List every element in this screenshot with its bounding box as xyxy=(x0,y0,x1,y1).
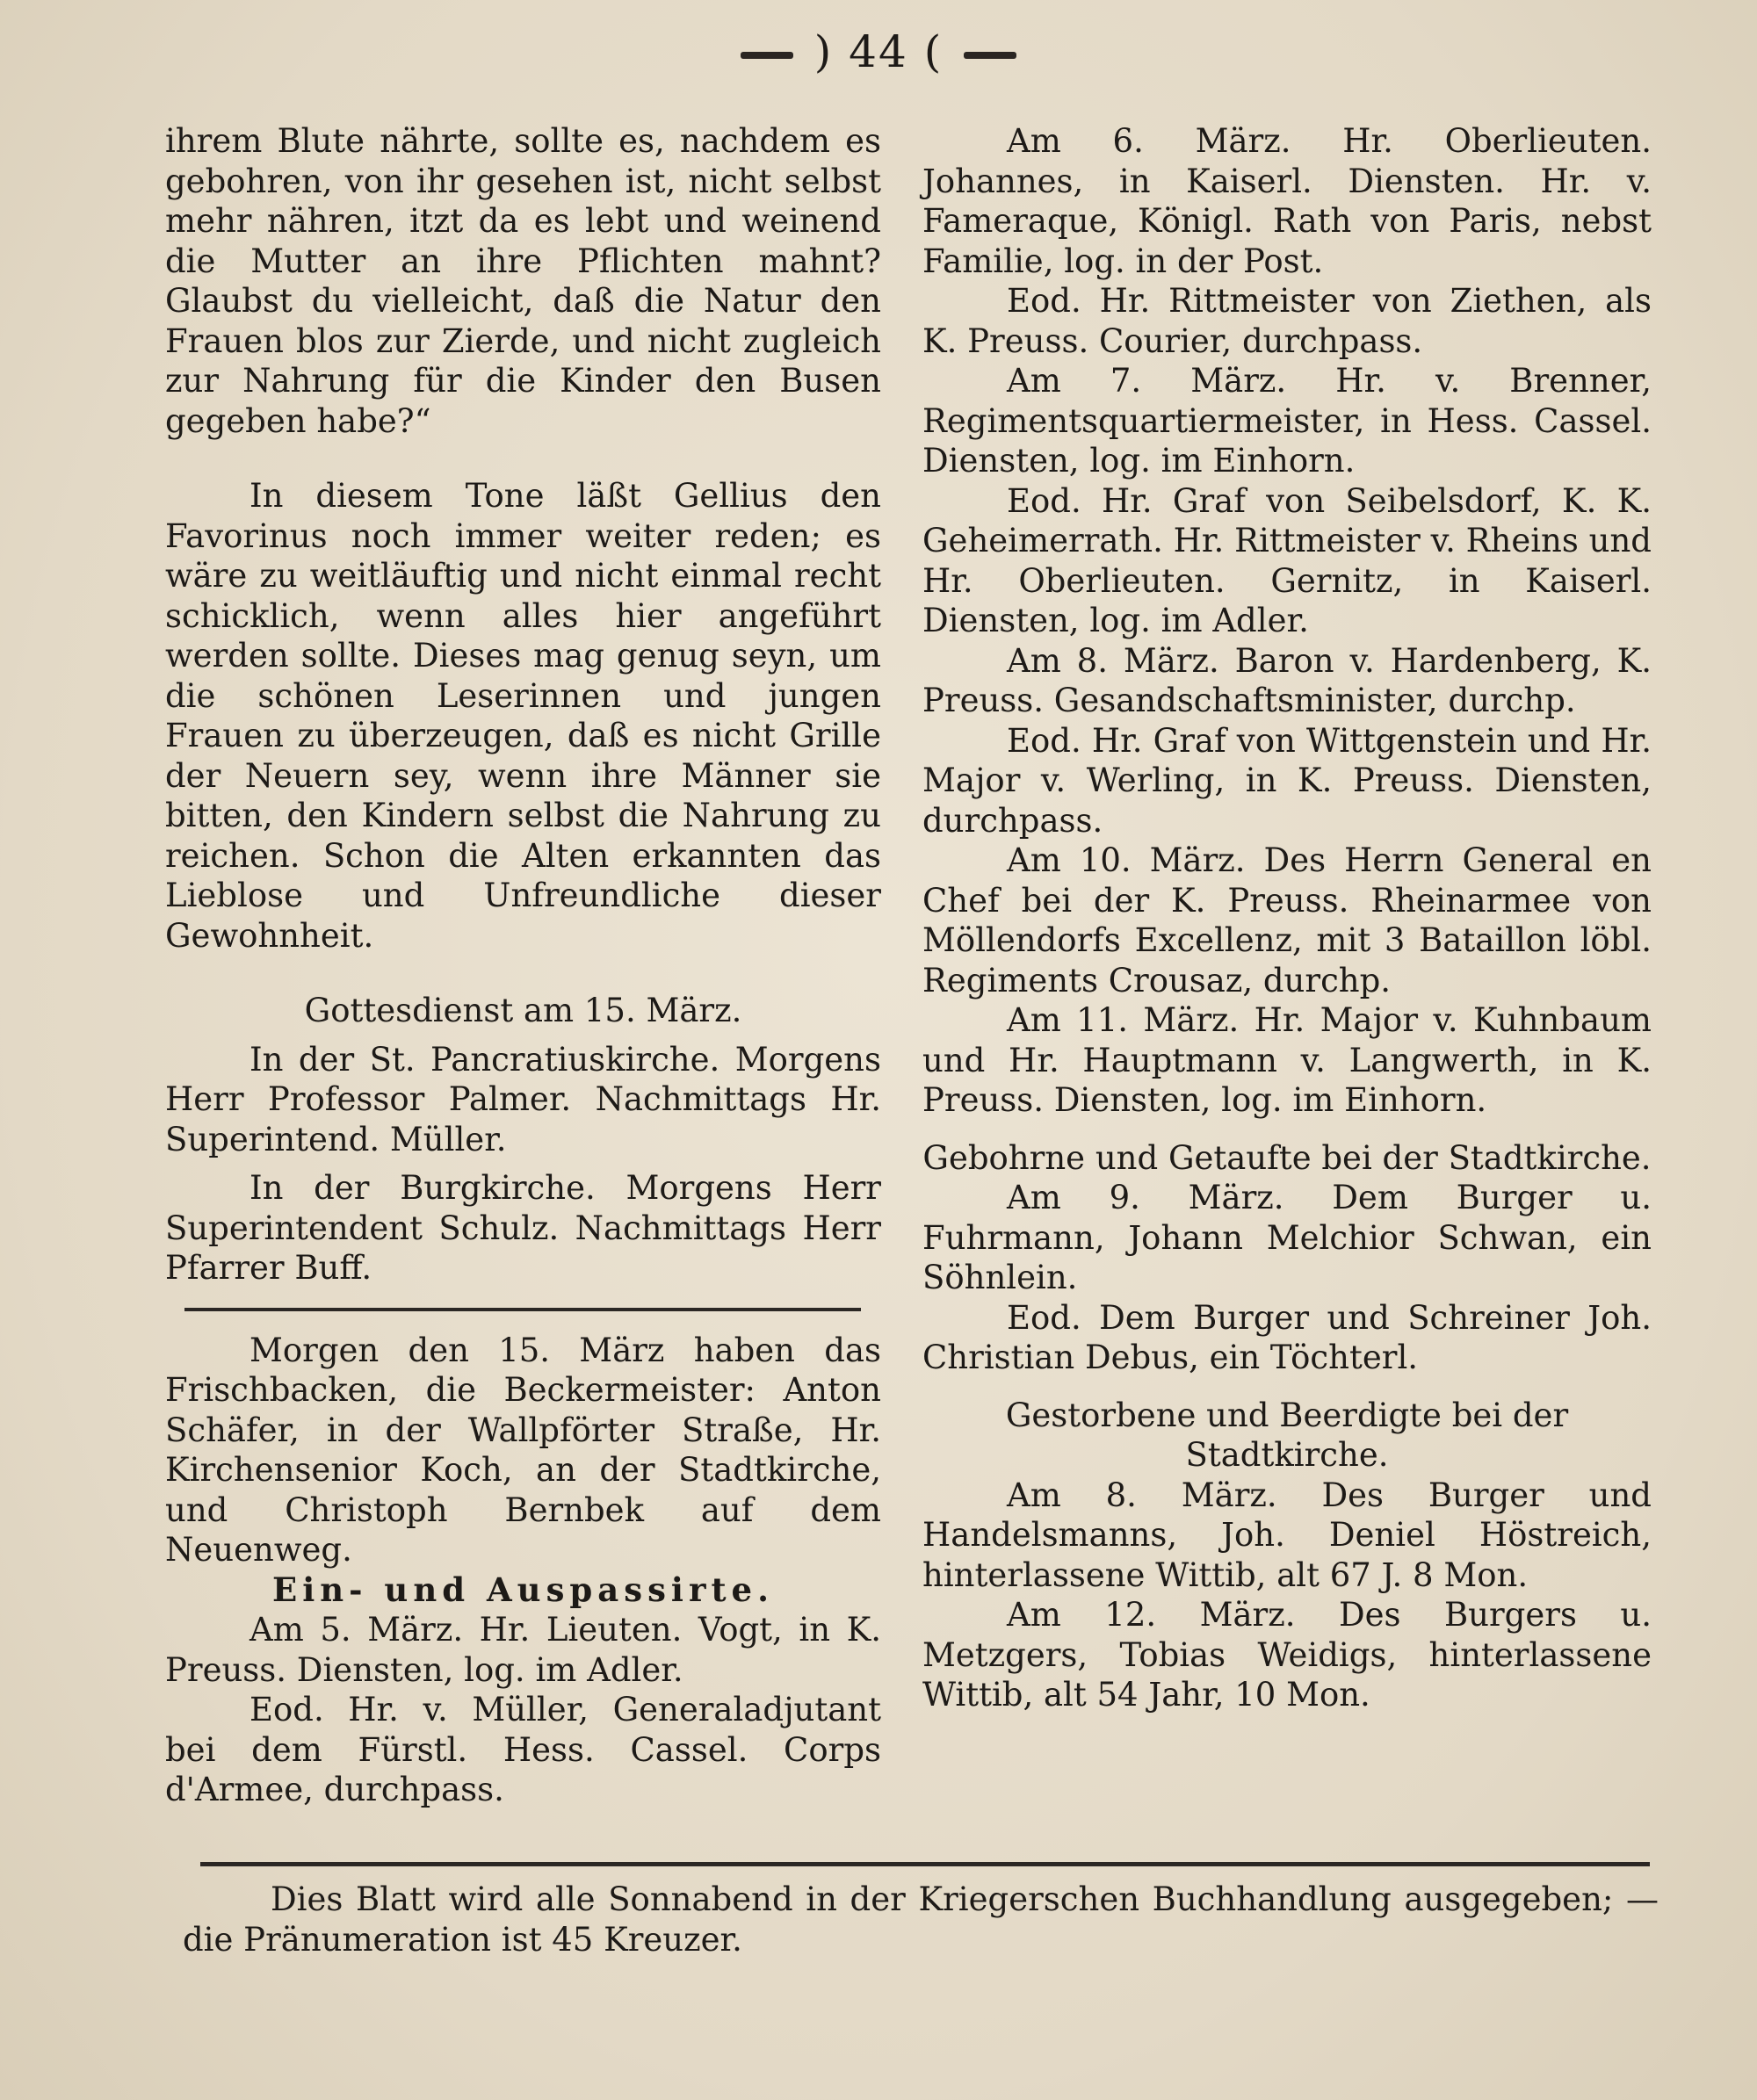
footer-notice: Dies Blatt wird alle Sonnabend in der Kriegerschen Buchhandlung ausgegeben; — die Pränumeration ist 45 Kreuzer. xyxy=(183,1880,1659,1959)
left-column xyxy=(165,121,881,1810)
essay-paragraph-2: In diesem Tone läßt Gellius den Favorinus noch immer weiter reden; es wäre zu weitläuftig und nicht einmal recht schicklich, wenn alles hier angeführt werden sollte. Dieses mag genug seyn, um die schönen Leserinnen und jungen Frauen zu überzeugen, daß es nicht Grille der Neuern sey, wenn ihre Männer sie bitten, den Kindern selbst die Nahrung zu reichen. Schon die Alten erkannten das Lieblose und Unfreundliche dieser Gewohnheit. xyxy=(165,477,881,955)
death-entry-2: Am 12. März. Des Burgers u. Metzgers, Tobias Weidigs, hinterlassene Wittib, alt 54 Jahr, 10 Mon. xyxy=(922,1596,1652,1714)
birth-entry-1: Am 9. März. Dem Burger u. Fuhrmann, Johann Melchior Schwan, ein Söhnlein. xyxy=(922,1179,1652,1296)
essay-paragraph-1: ihrem Blute nährte, sollte es, nachdem es gebohren, von ihr gesehen ist, nicht selbst mehr nähren, itzt da es lebt und weinend die Mutter an ihre Pflichten mahnt? Glaubst du vielleicht, daß die Natur den Frauen blos zur Zierde, und nicht zugleich zur Nahrung für die Kinder den Busen gegeben habe?“ xyxy=(165,122,881,440)
page-header xyxy=(0,26,1757,77)
bakers-notice: Morgen den 15. März haben das Frischbacken, die Beckermeister: Anton Schäfer, in der Wallpförter Straße, Hr. Kirchensenior Koch, an der Stadtkirche, und Christoph Bernbek auf dem Neuenweg. xyxy=(165,1331,881,1569)
traveler-entry-1: Am 5. März. Hr. Lieuten. Vogt, in K. Preuss. Diensten, log. im Adler. xyxy=(165,1611,881,1689)
death-entry-1: Am 8. März. Des Burger und Handelsmanns, Joh. Deniel Höstreich, hinterlassene Wittib, alt 67 J. 8 Mon. xyxy=(922,1476,1652,1594)
traveler-entry-6: Eod. Hr. Graf von Seibelsdorf, K. K. Geheimerrath. Hr. Rittmeister v. Rheins und Hr. Oberlieuten. Gernitz, in Kaiserl. Diensten, log. im Adler. xyxy=(922,481,1652,639)
traveler-entry-8: Eod. Hr. Graf von Wittgenstein und Hr. Major v. Werling, in K. Preuss. Diensten, durchpass. xyxy=(922,721,1652,840)
traveler-entry-4: Eod. Hr. Rittmeister von Ziethen, als K. Preuss. Courier, durchpass. xyxy=(922,282,1652,360)
traveler-entry-7: Am 8. März. Baron v. Hardenberg, K. Preuss. Gesandschaftsminister, durchp. xyxy=(922,641,1652,719)
footer-divider xyxy=(200,1862,1650,1866)
section-divider xyxy=(184,1308,861,1311)
travelers-heading: Ein- und Auspassirte. xyxy=(272,1570,774,1609)
birth-entry-2: Eod. Dem Burger und Schreiner Joh. Christian Debus, ein Töchterl. xyxy=(922,1298,1652,1376)
header-dash-right xyxy=(964,52,1016,59)
church-service-heading: Gottesdienst am 15. März. xyxy=(304,992,742,1029)
right-column xyxy=(922,121,1652,1715)
traveler-entry-10: Am 11. März. Hr. Major v. Kuhnbaum und Hr. Hauptmann v. Langwerth, in K. Preuss. Diensten, log. im Einhorn. xyxy=(922,1001,1652,1119)
deaths-heading: Gestorbene und Beerdigte bei der Stadtkirche. xyxy=(1005,1396,1569,1474)
births-heading: Gebohrne und Getaufte bei der Stadtkirche. xyxy=(922,1138,1652,1177)
header-dash-left xyxy=(741,52,793,59)
church-entry-pancratius: In der St. Pancratiuskirche. Morgens Herr Professor Palmer. Nachmittags Hr. Superintend. Müller. xyxy=(165,1040,881,1158)
traveler-entry-2: Eod. Hr. v. Müller, Generaladjutant bei dem Fürstl. Hess. Cassel. Corps d'Armee, durchpass. xyxy=(165,1691,881,1808)
traveler-entry-5: Am 7. März. Hr. v. Brenner, Regimentsquartiermeister, in Hess. Cassel. Diensten, log. im Einhorn. xyxy=(922,362,1652,480)
footer xyxy=(183,1880,1659,1959)
traveler-entry-3: Am 6. März. Hr. Oberlieuten. Johannes, in Kaiserl. Diensten. Hr. v. Fameraque, Königl. Rath von Paris, nebst Familie, log. in der Post. xyxy=(922,122,1652,280)
page-number: ) 44 ( xyxy=(813,26,944,77)
church-entry-burgkirche: In der Burgkirche. Morgens Herr Superintendent Schulz. Nachmittags Herr Pfarrer Buff. xyxy=(165,1169,881,1287)
traveler-entry-9: Am 10. März. Des Herrn General en Chef bei der K. Preuss. Rheinarmee von Möllendorfs Excellenz, mit 3 Bataillon löbl. Regiments Crousaz, durchp. xyxy=(922,841,1652,999)
